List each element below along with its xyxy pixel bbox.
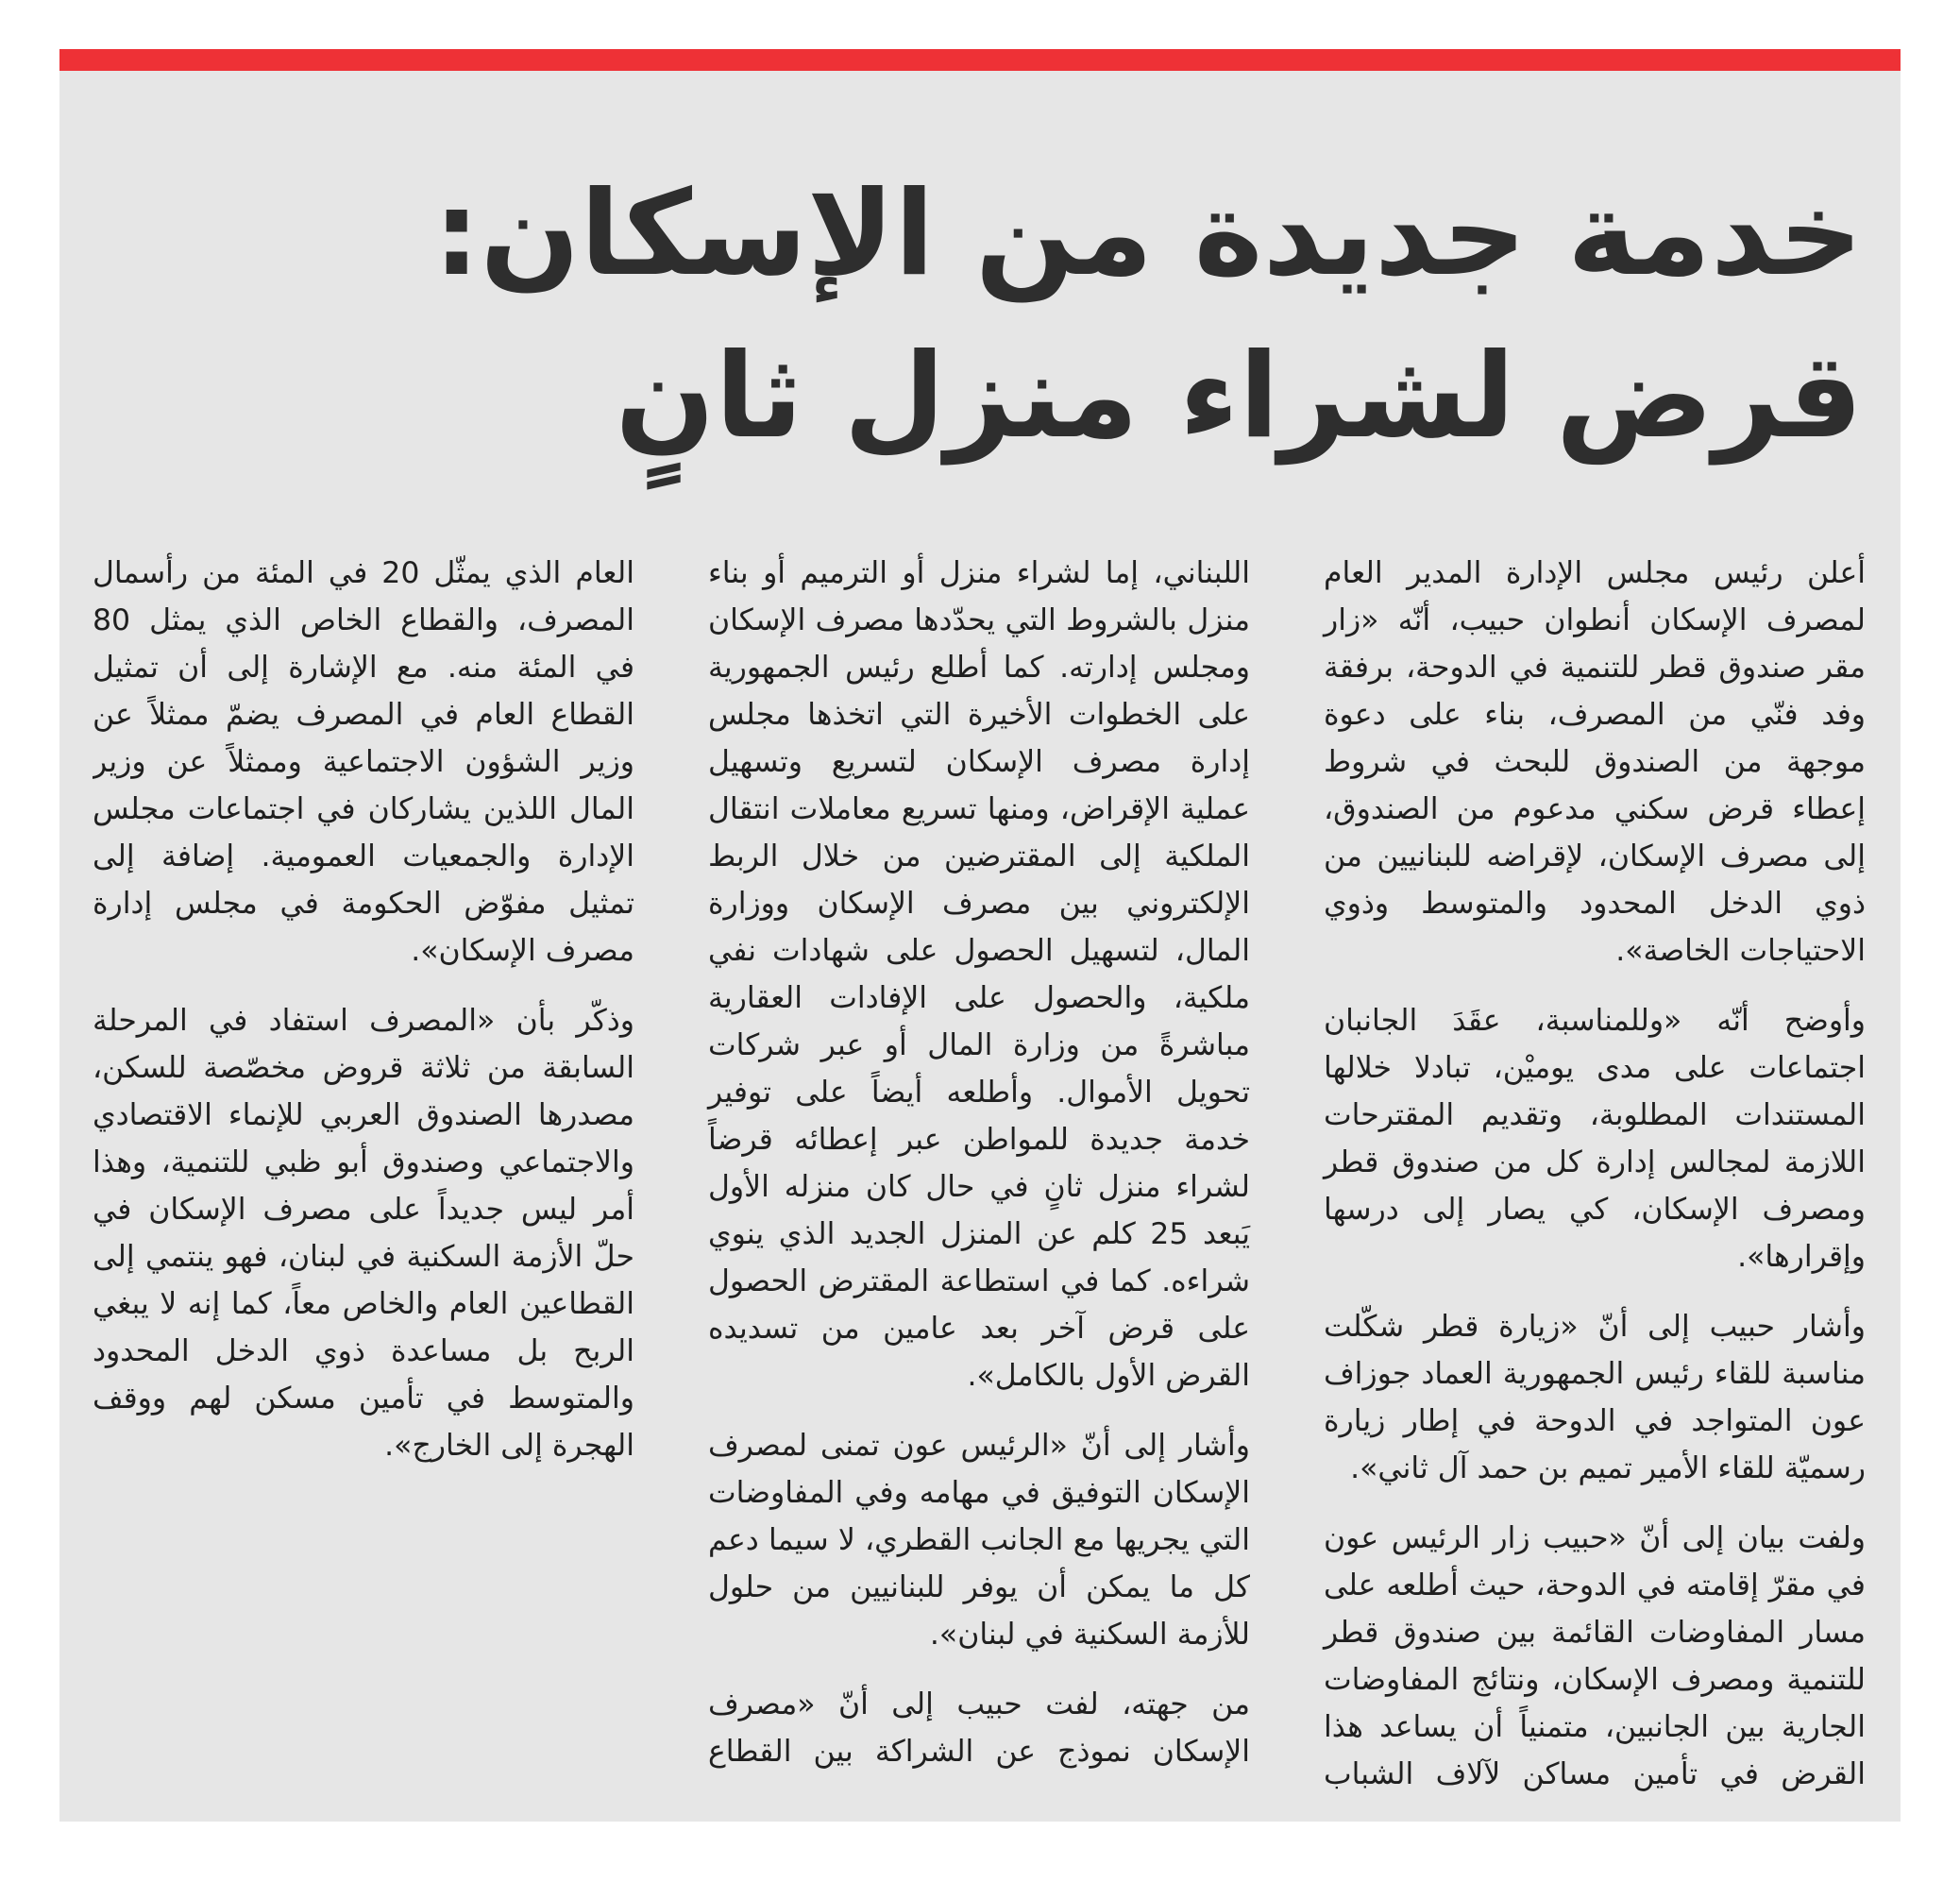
body-paragraph: من جهته، لفت حبيب إلى أنّ «مصرف الإسكان نموذج عن الشراكة بين القطاع العام الذي يمثّل 20 في المئة من رأسمال المصرف، والقطاع الخاص الذي يمثل 80 في المئة منه. مع الإشارة إلى أن تمثيل القطاع العام في المصرف يضمّ ممثلاً عن وزير الشؤون الاجتماعية وممثلاً عن وزير المال اللذين يشاركان في اجتماعات مجلس الإدارة والجمعيات العمومية. إضافة إلى تمثيل مفوّض الحكومة في مجلس إدارة مصرف الإسكان». [93, 556, 1250, 1769]
body-paragraph: ولفت بيان إلى أنّ «حبيب زار الرئيس عون في مقرّ إقامته في الدوحة، حيث أطلعه على مسار المفاوضات القائمة بين صندوق قطر للتنمية ومصرف الإسكان، ونتائج المفاوضات الجارية بين الجانبين، متمنياً أن يساعد هذا القرض في تأمين مساكن لآلاف الشباب اللبناني، إما لشراء منزل أو الترميم أو بناء منزل بالشروط التي يحدّدها مصرف الإسكان ومجلس إدارته. كما أطلع رئيس الجمهورية على الخطوات الأخيرة التي اتخذها مجلس إدارة مصرف الإسكان لتسريع وتسهيل عملية الإقراض، ومنها تسريع معاملات انتقال الملكية إلى المقترضين من خلال الربط الإلكتروني بين مصرف الإسكان ووزارة المال، لتسهيل الحصول على شهادات نفي ملكية، والحصول على الإفادات العقارية مباشرةً من وزارة المال أو عبر شركات تحويل الأموال. وأطلعه أيضاً على توفير خدمة جديدة للمواطن عبر إعطائه قرضاً لشراء منزل ثانٍ في حال كان منزله الأول يَبعد 25 كلم عن المنزل الجديد الذي ينوي شراءه. كما في استطاعة المقترض الحصول على قرض آخر بعد عامين من تسديده القرض الأول بالكامل». [708, 556, 1866, 1791]
body-paragraph: وأوضح أنّه «وللمناسبة، عقَدَ الجانبان اجتماعات على مدى يوميْن، تبادلا خلالها المستندات المطلوبة، وتقديم المقترحات اللازمة لمجالس إدارة كل من صندوق قطر ومصرف الإسكان، كي يصار إلى درسها وإقرارها». [1324, 1004, 1866, 1274]
body-paragraph: وأشار حبيب إلى أنّ «زيارة قطر شكّلت مناسبة للقاء رئيس الجمهورية العماد جوزاف عون المتواجد في الدوحة في إطار زيارة رسميّة للقاء الأمير تميم بن حمد آل ثاني». [1324, 1310, 1866, 1485]
accent-bar [59, 49, 1901, 71]
article-panel [59, 49, 1901, 1822]
body-paragraph: وأشار إلى أنّ «الرئيس عون تمنى لمصرف الإسكان التوفيق في مهامه وفي المفاوضات التي يجريها مع الجانب القطري، لا سيما دعم كل ما يمكن أن يوفر للبنانيين من حلول للأزمة السكنية في لبنان». [708, 1429, 1250, 1652]
headline [107, 153, 1863, 478]
headline-line-1: خدمة جديدة من الإسكان: [432, 166, 1863, 302]
body-paragraph: وذكّر بأن «المصرف استفاد في المرحلة السابقة من ثلاثة قروض مخصّصة للسكن، مصدرها الصندوق العربي للإنماء الاقتصادي والاجتماعي وصندوق أبو ظبي للتنمية، وهذا أمر ليس جديداً على مصرف الإسكان في حلّ الأزمة السكنية في لبنان، فهو ينتمي إلى القطاعين العام والخاص معاً، كما إنه لا يبغي الربح بل مساعدة ذوي الدخل المحدود والمتوسط في تأمين مسكن لهم ووقف الهجرة إلى الخارج». [93, 1004, 634, 1463]
article-body [93, 550, 1866, 1806]
headline-line-2: قرض لشراء منزل ثانٍ [615, 329, 1863, 465]
body-paragraph: أعلن رئيس مجلس الإدارة المدير العام لمصرف الإسكان أنطوان حبيب، أنّه «زار مقر صندوق قطر للتنمية في الدوحة، برفقة وفد فنّي من المصرف، بناء على دعوة موجهة من الصندوق للبحث في شروط إعطاء قرض سكني مدعوم من الصندوق، إلى مصرف الإسكان، لإقراضه للبنانيين من ذوي الدخل المحدود والمتوسط وذوي الاحتياجات الخاصة». [1324, 556, 1866, 968]
